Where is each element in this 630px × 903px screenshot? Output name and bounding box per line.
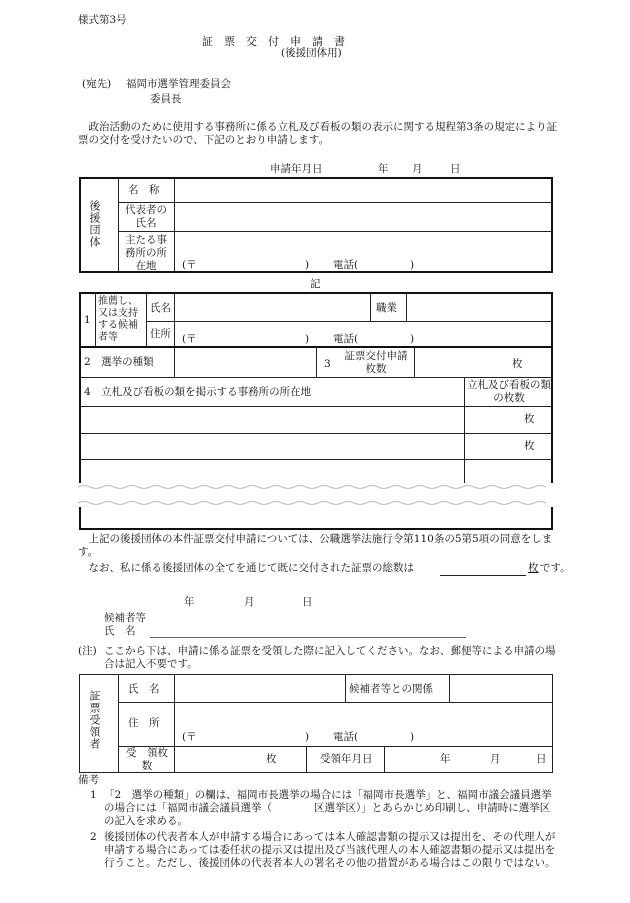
receiver-count-unit: 枚 xyxy=(266,753,277,765)
group-name-field[interactable] xyxy=(176,181,550,200)
candidate-tel-label: 電話( xyxy=(333,333,359,345)
receiver-tel-close: ) xyxy=(410,731,415,743)
sign-count-unit-1: 枚 xyxy=(524,413,535,425)
group-tel-close: ) xyxy=(410,259,415,271)
consent-day-label: 日 xyxy=(302,596,313,608)
sign-count-label: 立札及び看板の類の枚数 xyxy=(467,379,551,404)
candidate-tel-close: ) xyxy=(410,333,415,345)
group-postal-close: ) xyxy=(305,259,310,271)
group-side-label: 後援団体 xyxy=(88,200,101,248)
note-label: (注) xyxy=(78,645,97,657)
issued-total-field[interactable] xyxy=(440,563,526,576)
page-subtitle: (後援団体用) xyxy=(281,47,342,59)
receiver-month-label: 月 xyxy=(490,753,501,765)
group-tel-label: 電話( xyxy=(333,259,359,271)
group-rep-label: 代表者の氏名 xyxy=(125,204,167,229)
remark-1-number: 1 xyxy=(90,789,97,801)
app-day-label: 日 xyxy=(450,163,461,175)
receiver-count-label: 受 領枚 数 xyxy=(126,747,179,772)
candidate-job-field[interactable] xyxy=(408,295,550,319)
item3-number: 3 xyxy=(324,358,331,370)
receiver-tel-label: 電話( xyxy=(333,731,359,743)
certificate-count-unit: 枚 xyxy=(512,358,523,370)
candidate-number: 1 xyxy=(84,314,91,326)
candidate-name-field[interactable] xyxy=(176,295,368,319)
remark-2-number: 2 xyxy=(90,831,97,843)
addressee-chair: 委員長 xyxy=(150,93,182,105)
issued-total-text: なお、私に係る後援団体の全てを通じて既に交付された証票の総数は xyxy=(78,562,414,574)
consent-text: 上記の後援団体の本件証票交付申請については、公職選挙法施行令第110条の5第5項の同意をします。 xyxy=(78,533,553,558)
receiver-relation-field[interactable] xyxy=(451,677,550,700)
candidate-name-label: 氏名 xyxy=(150,302,171,314)
election-type-label: 2 選挙の種類 xyxy=(84,356,154,368)
intro-text: 政治活動のために使用する事務所に係る立札及び看板の類の表示に関する規程第3条の規定により証票の交付を受けたいので、下記のとおり申請します。 xyxy=(78,121,558,146)
app-year-label: 年 xyxy=(378,163,389,175)
office-location-field-1[interactable] xyxy=(82,408,462,431)
candidate-job-label: 職業 xyxy=(376,302,397,314)
addressee-label: (宛先) xyxy=(82,78,112,90)
group-rep-field[interactable] xyxy=(176,205,550,229)
receiver-postal-label: (〒 xyxy=(182,731,197,743)
omission-band xyxy=(70,483,562,507)
consent-name-label: 氏 名 xyxy=(104,625,136,637)
ki-label: 記 xyxy=(310,278,321,290)
receiver-name-label: 氏 名 xyxy=(128,683,160,695)
group-office-label: 主たる事務所の所在地 xyxy=(125,234,167,272)
receiver-side-label: 証票受領者 xyxy=(88,690,101,750)
election-type-field[interactable] xyxy=(176,349,314,375)
receiver-relation-label: 候補者等との関係 xyxy=(349,683,433,695)
office-location-field-2[interactable] xyxy=(82,435,462,457)
office-location-label: 4 立札及び看板の類を掲示する事務所の所在地 xyxy=(84,386,312,398)
issued-total-unit: 枚 xyxy=(528,562,539,574)
form-number: 様式第3号 xyxy=(78,14,127,26)
group-name-label: 名 称 xyxy=(128,184,160,196)
application-date-label: 申請年月日 xyxy=(270,163,323,175)
app-month-label: 月 xyxy=(412,163,423,175)
candidate-side-label: 推薦し、又は支持する候補者等 xyxy=(98,296,138,343)
issued-total-suffix: です。 xyxy=(540,562,571,574)
consent-month-label: 月 xyxy=(244,596,255,608)
sign-count-unit-2: 枚 xyxy=(524,440,535,452)
consent-year-label: 年 xyxy=(184,596,195,608)
receiver-name-field[interactable] xyxy=(176,677,343,700)
page-title: 証 票 交 付 申 請 書 xyxy=(202,35,345,48)
remarks-title: 備考 xyxy=(78,774,99,786)
remark-2-text: 後援団体の代表者本人が申請する場合にあっては本人確認書類の提示又は提出を、その代理人が申請する場合にあっては委任状の提示又は提出及び当該代理人の本人確認書類の提示又は提出を行うこと。ただし、後援団体の代表者本人の署名その他の措置がある場合はこの限りではない。 xyxy=(104,831,556,869)
receiver-address-label: 住 所 xyxy=(128,717,160,729)
candidate-postal-label: (〒 xyxy=(182,333,197,345)
addressee-org: 福岡市選挙管理委員会 xyxy=(126,78,231,90)
note-text: ここから下は、申請に係る証票を受領した際に記入してください。なお、郵便等による申請の場合は記入不要です。 xyxy=(104,645,556,670)
group-postal-label: (〒 xyxy=(182,259,197,271)
certificate-count-label: 証票交付申請枚数 xyxy=(344,350,408,375)
office-location-field-3[interactable] xyxy=(82,461,462,483)
wavy-break-icon xyxy=(70,483,562,507)
remark-1-text: 「2 選挙の種類」の欄は、福岡市長選挙の場合には「福岡市長選挙」と、福岡市議会議員選挙の場合には「福岡市議会議員選挙（ 区選挙区）」とあらかじめ印刷し、申請時に選挙区の記入を求める。 xyxy=(104,789,552,827)
consent-candidate-label: 候補者等 xyxy=(104,612,146,624)
candidate-address-label: 住所 xyxy=(150,328,171,340)
candidate-postal-close: ) xyxy=(305,333,310,345)
receiver-day-label: 日 xyxy=(536,753,547,765)
receiver-year-label: 年 xyxy=(440,753,451,765)
receiver-date-label: 受領年月日 xyxy=(320,753,373,765)
receiver-postal-close: ) xyxy=(305,731,310,743)
